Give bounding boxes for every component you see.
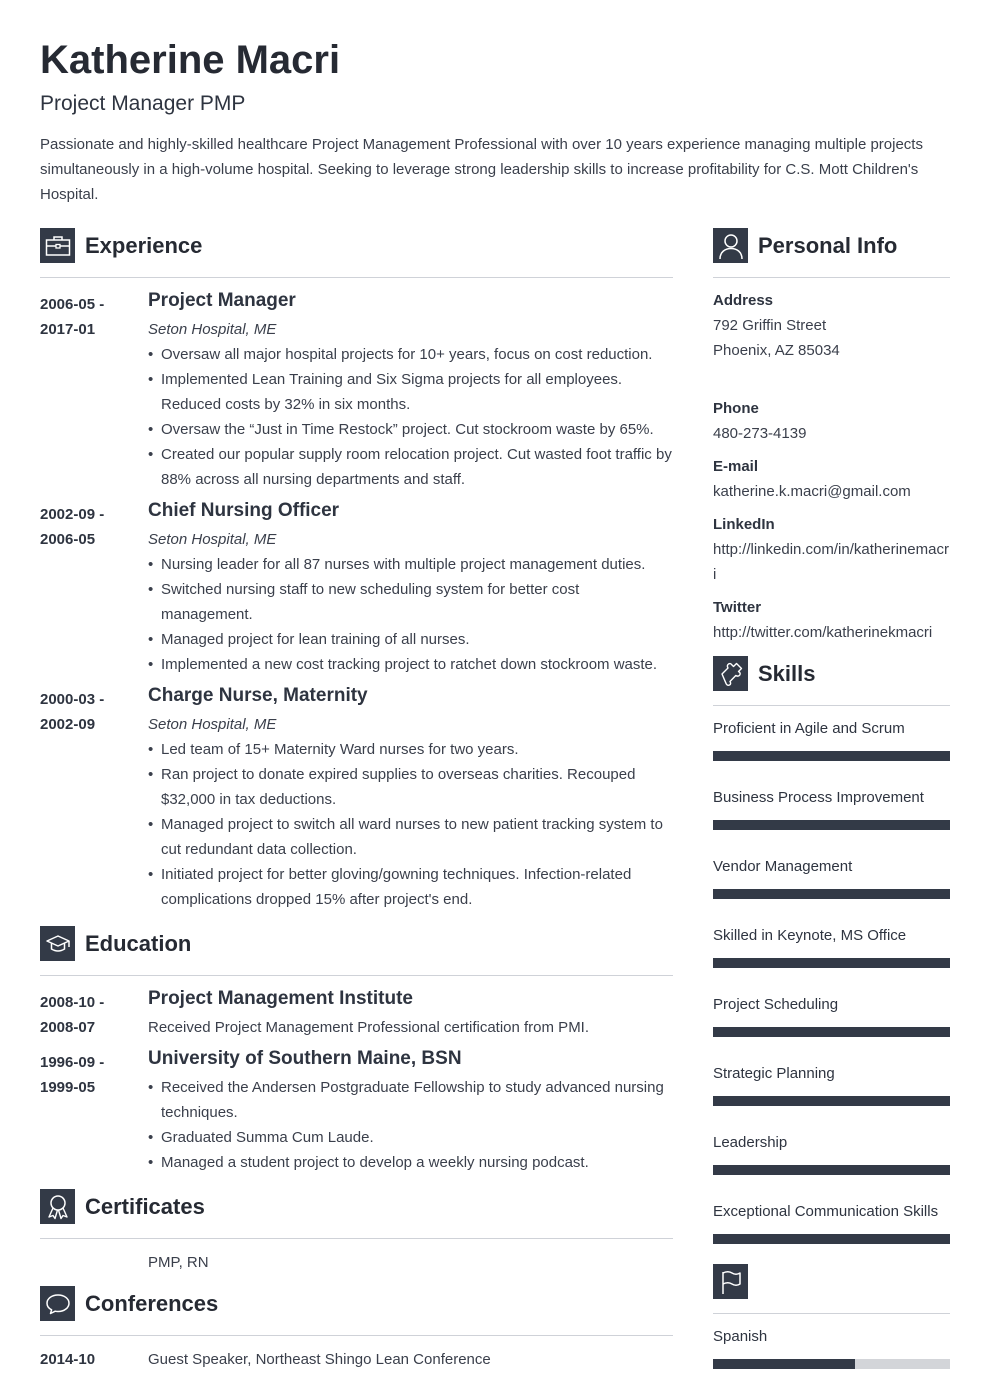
- date-end: 2008-07: [40, 1019, 96, 1036]
- experience-entry: [40, 502, 673, 677]
- bullet-item: • Led team of 15+ Maternity Ward nurses for two years.: [148, 737, 673, 762]
- entry-title: University of Southern Maine, BSN: [148, 1048, 462, 1069]
- entry-body: [148, 687, 673, 912]
- bullet-item: • Managed project to switch all ward nurses to new patient tracking system to cut redundant data collection.: [148, 812, 673, 862]
- education-divider: [40, 975, 673, 976]
- certificate-value: PMP, RN: [148, 1254, 209, 1271]
- bullet-item: • Managed project for lean training of all nurses.: [148, 627, 673, 652]
- date-end: 2002-09: [40, 716, 96, 733]
- skill-name: Leadership: [713, 1134, 788, 1151]
- resume-name: Katherine Macri: [40, 38, 341, 82]
- conferences-header: [40, 1286, 673, 1321]
- conference-text: Guest Speaker, Northeast Shingo Lean Conference: [148, 1351, 491, 1368]
- languages-list: [713, 1324, 950, 1369]
- skill-name: Exceptional Communication Skills: [713, 1203, 939, 1220]
- entry-title: Chief Nursing Officer: [148, 500, 340, 521]
- date-start: 2006-05 -: [40, 296, 105, 313]
- entry-date: [40, 292, 148, 492]
- education-list: [40, 990, 673, 1175]
- bullet-item: • Graduated Summa Cum Laude.: [148, 1125, 673, 1150]
- personal-info-divider: [713, 277, 950, 278]
- briefcase-icon: [40, 228, 75, 263]
- left-column: [40, 228, 673, 1372]
- phone-value: 480-273-4139: [713, 425, 807, 442]
- entry-body: [148, 1050, 673, 1175]
- address-label: Address: [713, 292, 774, 309]
- resume-summary: Passionate and highly-skilled healthcare Project Management Professional with over 10 years experience managing multiple projects simultaneously in a high-volume hospital. Seeking to leverage strong leadership skills to increase profitability for C.S. Mott Children's Hospital.: [40, 136, 923, 203]
- entry-title: Project Management Institute: [148, 988, 413, 1009]
- skill-level-fill: [713, 820, 950, 830]
- date-end: 2006-05: [40, 531, 96, 548]
- skills-header: [713, 656, 950, 691]
- certificates-heading: Certificates: [85, 1194, 205, 1219]
- conferences-section: [40, 1286, 673, 1372]
- personal-info-section: [713, 228, 950, 645]
- skill-name: Proficient in Agile and Scrum: [713, 720, 905, 737]
- bullet-item: • Oversaw all major hospital projects for 10+ years, focus on cost reduction.: [148, 342, 673, 367]
- bullet-item: • Initiated project for better gloving/gowning techniques. Infection-related complications dropped 15% after project's end.: [148, 862, 673, 912]
- language-name: Spanish: [713, 1328, 768, 1345]
- skill-level-bar: [713, 889, 950, 899]
- education-section: [40, 926, 673, 1175]
- education-entry: [40, 1050, 673, 1175]
- bullet-item: • Managed a student project to develop a weekly nursing podcast.: [148, 1150, 673, 1175]
- languages-divider: [713, 1313, 950, 1314]
- skills-section: [713, 656, 950, 1244]
- conference-entry: [40, 1347, 673, 1372]
- conferences-divider: [40, 1335, 673, 1336]
- entry-date: [40, 1050, 148, 1175]
- languages-header: [713, 1264, 950, 1299]
- bullet-list: [148, 1075, 673, 1175]
- skill-item: [713, 716, 950, 761]
- education-header: [40, 926, 673, 961]
- bullet-item: • Oversaw the “Just in Time Restock” project. Cut stockroom waste by 65%.: [148, 417, 673, 442]
- date-end: 1999-05: [40, 1079, 96, 1096]
- certificates-divider: [40, 1238, 673, 1239]
- speech-bubble-icon: [40, 1286, 75, 1321]
- experience-list: [40, 292, 673, 912]
- skill-item: [713, 1130, 950, 1175]
- skill-level-fill: [713, 958, 950, 968]
- address-line-1: 792 Griffin Street: [713, 317, 827, 334]
- entry-date: [40, 990, 148, 1040]
- bullet-item: • Received the Andersen Postgraduate Fellowship to study advanced nursing techniques.: [148, 1075, 673, 1125]
- skill-item: [713, 923, 950, 968]
- puzzle-piece-icon: [713, 656, 748, 691]
- skills-divider: [713, 705, 950, 706]
- skill-item: [713, 1061, 950, 1106]
- address-line-2: Phoenix, AZ 85034: [713, 342, 840, 359]
- bullet-item: • Created our popular supply room relocation project. Cut wasted foot traffic by 88% across all nursing departments and staff.: [148, 442, 673, 492]
- entry-organization: Seton Hospital, ME: [148, 716, 277, 733]
- linkedin-link[interactable]: http://linkedin.com/in/katherinemacri: [713, 541, 949, 583]
- resume-job-title: Project Manager PMP: [40, 92, 246, 115]
- bullet-item: • Switched nursing staff to new scheduling system for better cost management.: [148, 577, 673, 627]
- language-level-fill: [713, 1359, 855, 1369]
- skill-level-bar: [713, 1027, 950, 1037]
- personal-info-heading: Personal Info: [758, 233, 898, 258]
- skill-item: [713, 1199, 950, 1244]
- education-heading: Education: [85, 931, 192, 956]
- skill-name: Business Process Improvement: [713, 789, 924, 806]
- bullet-item: • Implemented Lean Training and Six Sigma projects for all employees. Reduced costs by 32% in six months.: [148, 367, 673, 417]
- entry-organization: Seton Hospital, ME: [148, 321, 277, 338]
- skill-name: Project Scheduling: [713, 996, 839, 1013]
- skill-name: Skilled in Keynote, MS Office: [713, 927, 907, 944]
- user-icon: [713, 228, 748, 263]
- skill-item: [713, 854, 950, 899]
- conferences-list: [40, 1347, 673, 1372]
- entry-date: [40, 687, 148, 912]
- skill-item: [713, 785, 950, 830]
- skill-name: Strategic Planning: [713, 1065, 835, 1082]
- skill-level-bar: [713, 958, 950, 968]
- experience-header: [40, 228, 673, 263]
- email-link[interactable]: katherine.k.macri@gmail.com: [713, 483, 911, 500]
- skill-level-fill: [713, 1027, 950, 1037]
- twitter-link[interactable]: http://twitter.com/katherinekmacri: [713, 624, 933, 641]
- language-level-bar: [713, 1359, 950, 1369]
- date-start: 2000-03 -: [40, 691, 105, 708]
- skill-level-fill: [713, 1234, 950, 1244]
- bullet-item: • Ran project to donate expired supplies to overseas charities. Recouped $32,000 in tax deductions.: [148, 762, 673, 812]
- skills-heading: Skills: [758, 661, 816, 686]
- certificates-section: [40, 1189, 673, 1275]
- bullet-item: • Nursing leader for all 87 nurses with multiple project management duties.: [148, 552, 673, 577]
- conferences-heading: Conferences: [85, 1291, 219, 1316]
- entry-body: [148, 502, 673, 677]
- entry-title: Project Manager: [148, 290, 296, 311]
- experience-divider: [40, 277, 673, 278]
- twitter-label: Twitter: [713, 599, 762, 616]
- date-start: 2008-10 -: [40, 994, 105, 1011]
- language-item: [713, 1324, 950, 1369]
- skill-item: [713, 992, 950, 1037]
- entry-organization: Seton Hospital, ME: [148, 531, 277, 548]
- bullet-list: [148, 552, 673, 677]
- personal-info-header: [713, 228, 950, 263]
- certificates-header: [40, 1189, 673, 1224]
- skill-level-bar: [713, 1096, 950, 1106]
- skill-level-bar: [713, 1234, 950, 1244]
- bullet-item: • Implemented a new cost tracking project to ratchet down stockroom waste.: [148, 652, 673, 677]
- date-start: 2002-09 -: [40, 506, 105, 523]
- education-entry: [40, 990, 673, 1040]
- award-ribbon-icon: [40, 1189, 75, 1224]
- skills-list: [713, 716, 950, 1244]
- entry-date: 2014-10: [40, 1351, 96, 1368]
- entry-date: [40, 502, 148, 677]
- bullet-list: [148, 737, 673, 912]
- flag-icon: [713, 1264, 748, 1299]
- bullet-list: [148, 342, 673, 492]
- entry-title: Charge Nurse, Maternity: [148, 685, 368, 706]
- experience-entry: [40, 292, 673, 492]
- entry-body: [148, 990, 673, 1040]
- skill-name: Vendor Management: [713, 858, 853, 875]
- entry-body: [148, 292, 673, 492]
- skill-level-fill: [713, 1096, 950, 1106]
- skill-level-fill: [713, 889, 950, 899]
- phone-label: Phone: [713, 400, 759, 417]
- experience-entry: [40, 687, 673, 912]
- experience-section: [40, 228, 673, 912]
- certificate-entry: [40, 1250, 673, 1275]
- date-start: 1996-09 -: [40, 1054, 105, 1071]
- graduation-cap-icon: [40, 926, 75, 961]
- email-label: E-mail: [713, 458, 759, 475]
- experience-heading: Experience: [85, 233, 203, 258]
- skill-level-bar: [713, 820, 950, 830]
- right-column: [713, 228, 950, 1393]
- languages-section: [713, 1264, 950, 1369]
- entry-description: Received Project Management Professional certification from PMI.: [148, 1019, 590, 1036]
- skill-level-bar: [713, 751, 950, 761]
- linkedin-label: LinkedIn: [713, 516, 775, 533]
- skill-level-fill: [713, 751, 950, 761]
- date-end: 2017-01: [40, 321, 96, 338]
- skill-level-fill: [713, 1165, 950, 1175]
- skill-level-bar: [713, 1165, 950, 1175]
